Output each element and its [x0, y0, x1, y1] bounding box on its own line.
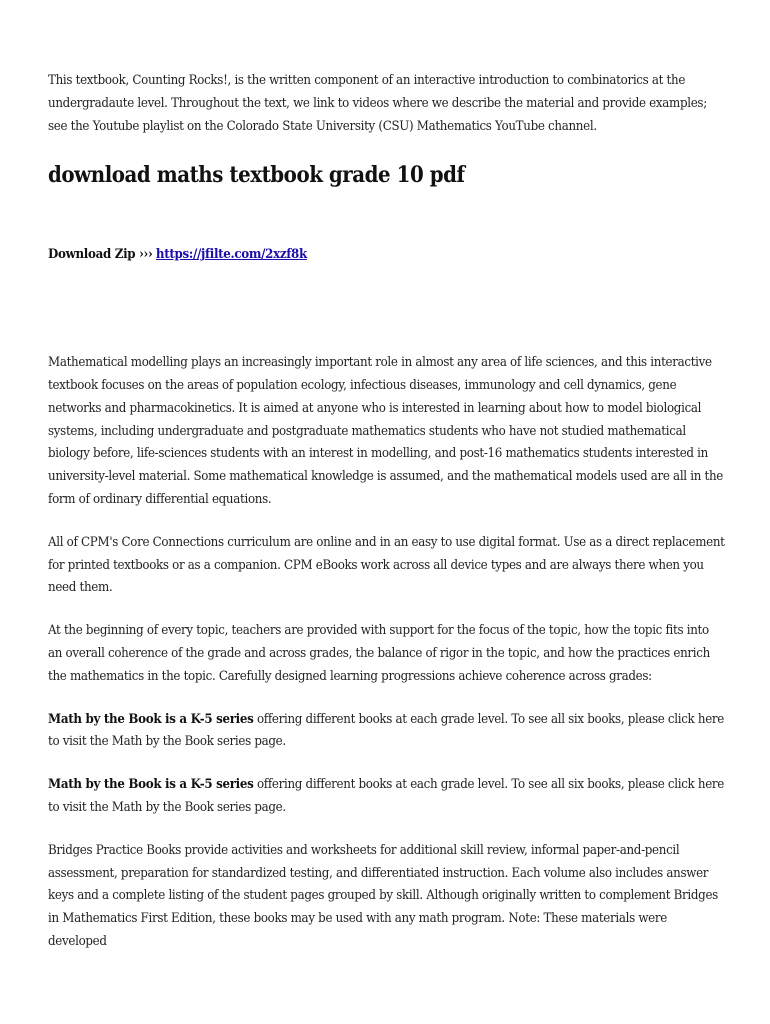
page-title: download maths textbook grade 10 pdf [48, 162, 465, 189]
paragraph-modelling: Mathematical modelling plays an increasingly important role in almost any area of life sciences, and this interactive textbook focuses on the areas of population ecology, infectious diseases, immunology and cell dynamics, gene networks and pharmacokinetics. It is aimed at anyone who is interested in learning about how to model biological systems, including undergraduate and postgraduate mathematics students who have not studied mathematical biology before, life-sciences students with an interest in modelling, and post-16 mathematics students interested in university-level material. Some mathematical knowledge is assumed, and the mathematical models used are all in the form of ordinary differential equations. [48, 355, 723, 507]
intro-paragraph: This textbook, Counting Rocks!, is the written component of an interactive introduction to combinatorics at the undergradaute level. Throughout the text, we link to videos where we describe the material and provide examples; see the Youtube playlist on the Colorado State University (CSU) Mathematics YouTube channel. [48, 73, 707, 134]
paragraph-series-2 [48, 774, 725, 820]
article-content [48, 70, 728, 954]
download-link[interactable]: https://jfilte.com/2xzf8k [155, 247, 307, 263]
download-label: Download Zip ››› [48, 247, 153, 263]
series-text-2: offering different books at each grade level. To see all six books, please click here to visit the Math by the Book series page. [48, 777, 724, 815]
series-text-1: offering different books at each grade level. To see all six books, please click here to visit the Math by the Book series page. [48, 711, 724, 750]
download-line [48, 244, 725, 267]
series-bold-1: Math by the Book is a K-5 series [48, 711, 254, 727]
paragraph-topic: At the beginning of every topic, teachers are provided with support for the focus of the topic, how the topic fits into an overall coherence of the grade and across grades, the balance of rigor in the topic, and how the practices enrich the mathematics in the topic. Carefully designed learning progressions achieve coherence across grades: [48, 623, 710, 684]
series-bold-2: Math by the Book is a K-5 series [48, 777, 254, 793]
paragraph-bridges: Bridges Practice Books provide activities and worksheets for additional skill review, informal paper-and-pencil assessment, preparation for standardized testing, and differentiated instruction. Each volume also includes answer keys and a complete listing of the student pages grouped by skill. Although originally written to complement Bridges in Mathematics First Edition, these books may be used with any math program. Note: These materials were developed [48, 842, 718, 949]
paragraph-series-1 [48, 709, 725, 755]
paragraph-cpm: All of CPM's Core Connections curriculum are online and in an easy to use digital format. Use as a direct replacement for printed textbooks or as a companion. CPM eBooks work across all device types and are always there when you need them. [48, 534, 725, 596]
